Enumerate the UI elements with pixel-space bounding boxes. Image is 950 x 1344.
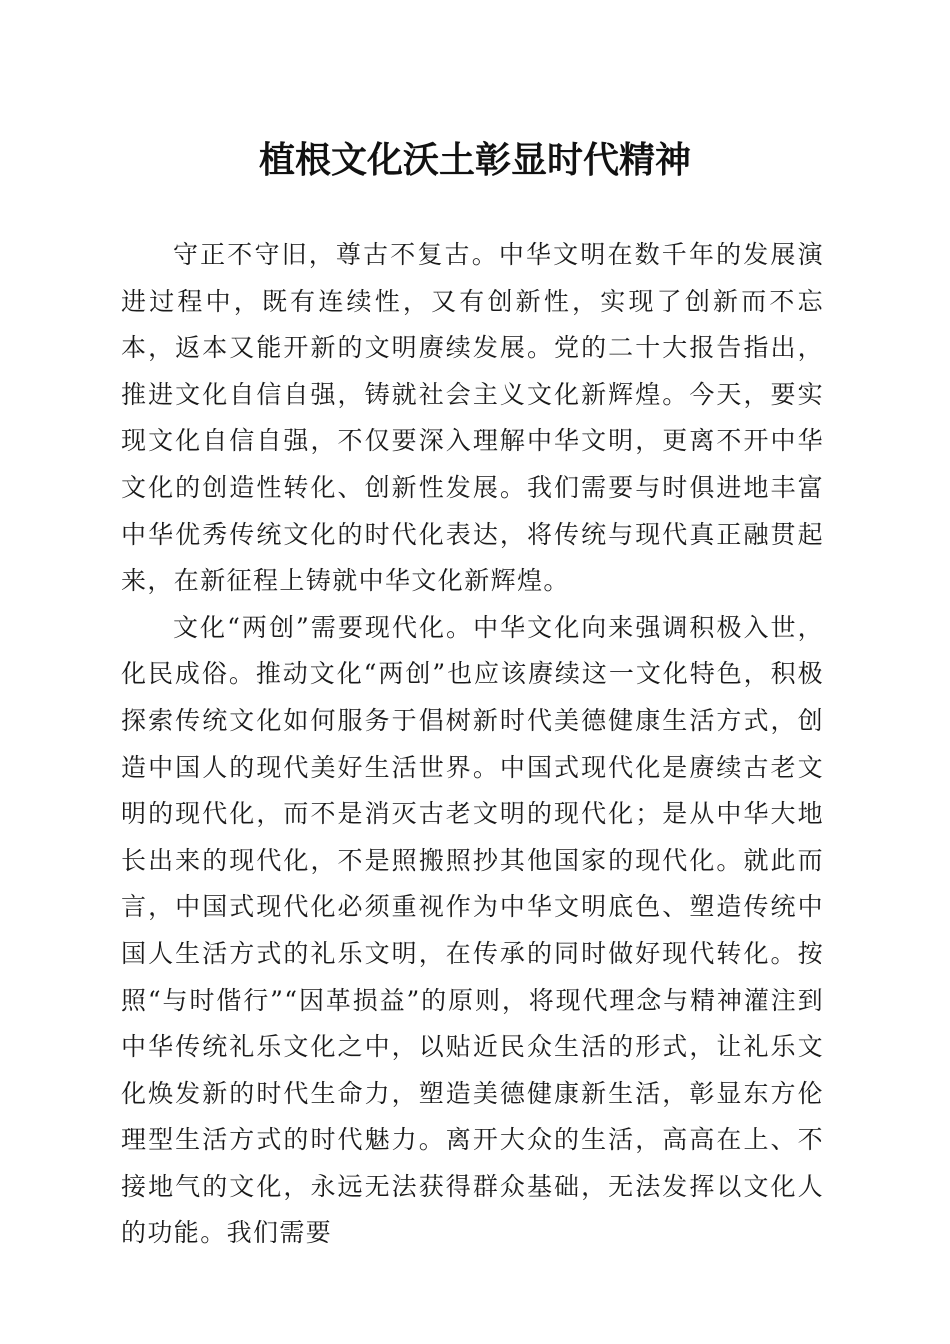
document-body: [121, 232, 824, 1257]
paragraph-2: 文化“两创”需要现代化。中华文化向来强调积极入世，化民成俗。推动文化“两创”也应该赓续这一文化特色，积极探索传统文化如何服务于倡树新时代美德健康生活方式，创造中国人的现代美好生活世界。中国式现代化是赓续古老文明的现代化，而不是消灭古老文明的现代化；是从中华大地长出来的现代化，不是照搬照抄其他国家的现代化。就此而言，中国式现代化必须重视作为中华文明底色、塑造传统中国人生活方式的礼乐文明，在传承的同时做好现代转化。按照“与时偕行”“因革损益”的原则，将现代理念与精神灌注到中华传统礼乐文化之中，以贴近民众生活的形式，让礼乐文化焕发新的时代生命力，塑造美德健康新生活，彰显东方伦理型生活方式的时代魅力。离开大众的生活，高高在上、不接地气的文化，永远无法获得群众基础，无法发挥以文化人的功能。我们需要: [121, 612, 824, 1248]
document-title: 植根文化沃土彰显时代精神: [258, 139, 691, 181]
paragraph-1: 守正不守旧，尊古不复古。中华文明在数千年的发展演进过程中，既有连续性，又有创新性，实现了创新而不忘本，返本又能开新的文明赓续发展。党的二十大报告指出，推进文化自信自强，铸就社会主义文化新辉煌。今天，要实现文化自信自强，不仅要深入理解中华文明，更离不开中华文化的创造性转化、创新性发展。我们需要与时俱进地丰富中华优秀传统文化的时代化表达，将传统与现代真正融贯起来，在新征程上铸就中华文化新辉煌。: [121, 240, 824, 596]
